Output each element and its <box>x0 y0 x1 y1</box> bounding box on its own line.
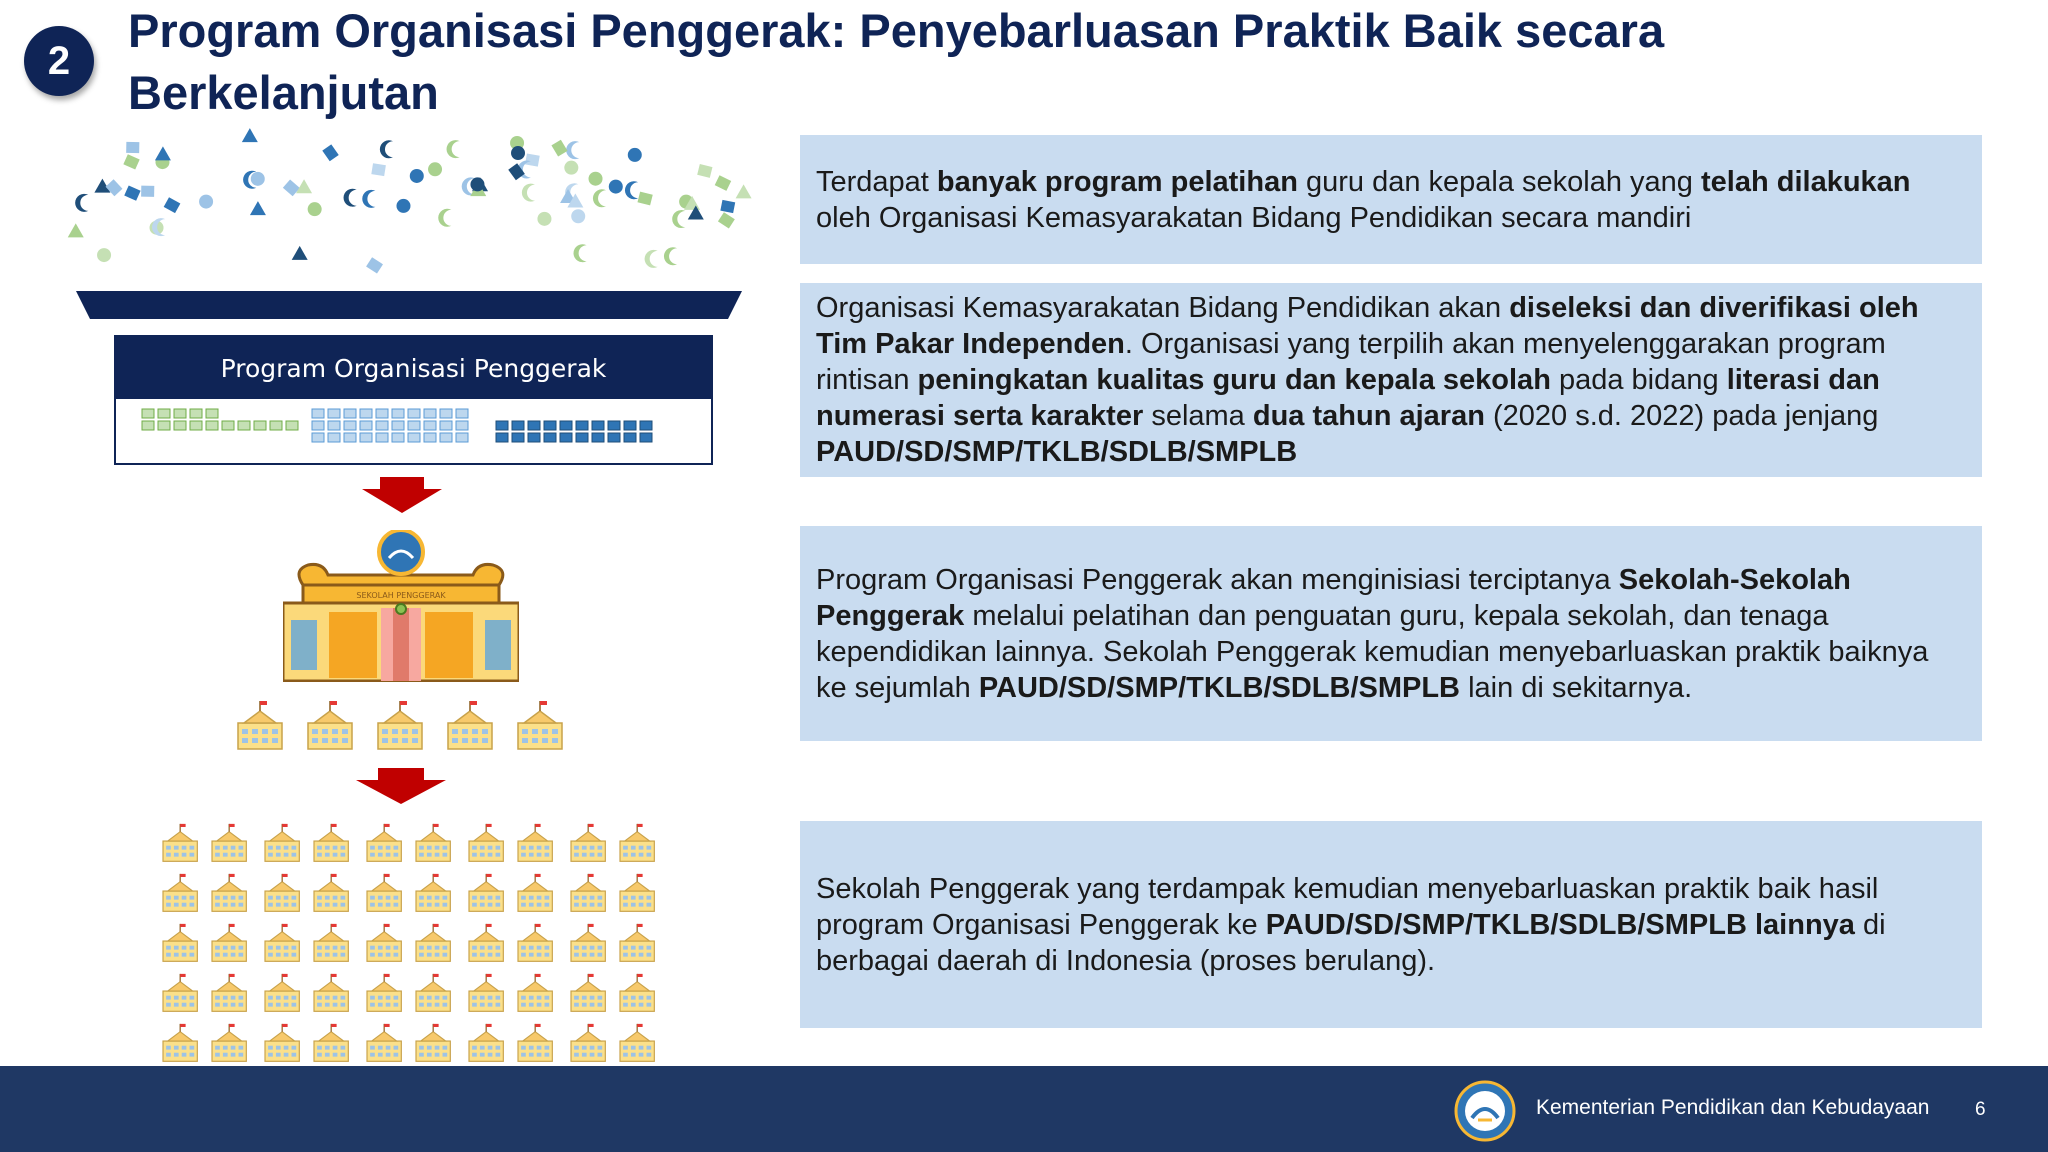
small-school-icon <box>212 824 246 861</box>
confetti-shape <box>308 202 322 216</box>
participant-block <box>456 409 468 418</box>
info-text-segment: oleh Organisasi Kemasyarakatan Bidang Pendidikan secara mandiri <box>816 201 1692 234</box>
participant-block <box>408 421 420 430</box>
participant-block <box>640 421 652 430</box>
info-text-3 <box>816 562 1962 706</box>
small-school-icon <box>518 1024 552 1061</box>
participant-block <box>312 421 324 430</box>
info-text-segment: banyak program pelatihan <box>936 165 1298 198</box>
small-school-icon <box>265 824 299 861</box>
participant-block <box>512 433 524 442</box>
small-school-icon <box>163 924 197 961</box>
participant-block <box>286 421 298 430</box>
confetti-shape <box>75 194 88 212</box>
confetti-shape <box>637 192 652 206</box>
info-text-segment: . Organisasi yang terpilih akan menyelenggarakan program rintisan <box>816 328 1886 396</box>
participant-block <box>254 421 266 430</box>
participant-block <box>424 421 436 430</box>
participant-block <box>576 433 588 442</box>
participant-block <box>624 421 636 430</box>
participant-block <box>528 433 540 442</box>
confetti-shape <box>362 190 375 208</box>
small-school-icon <box>518 874 552 911</box>
info-text-segment: Program Organisasi Penggerak akan menginisiasi terciptanya <box>816 563 1619 596</box>
confetti-shape <box>645 250 658 268</box>
participant-block <box>496 421 508 430</box>
participant-block <box>190 409 202 418</box>
info-text-segment: PAUD/SD/SMP/TKLB/SDLB/SMPLB lainnya <box>1265 908 1855 941</box>
participant-block <box>392 409 404 418</box>
participant-block <box>408 433 420 442</box>
confetti-shape <box>470 177 484 191</box>
participant-block <box>344 421 356 430</box>
ministry-name: Kementerian Pendidikan dan Kebudayaan <box>1536 1096 1930 1119</box>
confetti-shape <box>664 247 677 265</box>
small-school-icon <box>163 874 197 911</box>
small-school-icon <box>367 1024 401 1061</box>
small-school-icon <box>163 824 197 861</box>
info-text-segment: literasi dan numerasi serta karakter <box>816 364 1880 432</box>
confetti-shape <box>566 141 579 159</box>
pop-program-label: Program Organisasi Penggerak <box>116 337 711 399</box>
confetti-shape <box>250 201 266 215</box>
small-school-icon <box>314 1024 348 1061</box>
confetti-shape <box>571 209 585 223</box>
info-box-2 <box>800 283 1982 477</box>
participant-block <box>328 421 340 430</box>
participant-block <box>328 409 340 418</box>
participant-block <box>360 421 372 430</box>
confetti-shape <box>625 181 638 199</box>
confetti-shape <box>97 248 111 262</box>
confetti-shape <box>141 186 154 197</box>
info-text-2 <box>816 290 1962 470</box>
confetti-shape <box>123 154 139 169</box>
confetti-shape <box>551 140 567 157</box>
confetti-shape <box>68 223 84 237</box>
participant-block <box>344 433 356 442</box>
confetti-shape <box>106 179 123 196</box>
info-box-4 <box>800 821 1982 1028</box>
confetti-shape <box>251 172 265 186</box>
participant-block <box>376 409 388 418</box>
small-school-icon <box>469 1024 503 1061</box>
slide-number-badge <box>24 26 94 96</box>
confetti-shape <box>697 164 712 178</box>
small-school-icon <box>416 824 450 861</box>
info-text-segment: peningkatan kualitas guru dan kepala sekolah <box>917 364 1551 396</box>
confetti-shape <box>410 169 424 183</box>
info-text-segment: guru dan kepala sekolah yang <box>1297 165 1701 198</box>
info-text-segment: Terdapat <box>816 165 937 198</box>
participant-block <box>544 433 556 442</box>
confetti-shape <box>715 175 732 191</box>
small-school-icon <box>416 924 450 961</box>
small-school-icon <box>314 924 348 961</box>
small-school-icon <box>367 874 401 911</box>
participant-block <box>640 433 652 442</box>
small-school-icon <box>265 974 299 1011</box>
small-school-icon <box>212 1024 246 1061</box>
confetti-shape <box>438 209 451 227</box>
participant-block <box>142 421 154 430</box>
confetti-shape <box>242 128 258 142</box>
participant-block <box>222 421 234 430</box>
participant-blocks-icon <box>116 399 706 459</box>
confetti-shape <box>736 184 752 198</box>
process-diagram <box>60 125 760 1070</box>
info-text-segment: Organisasi Kemasyarakatan Bidang Pendidikan akan <box>816 292 1510 324</box>
info-box-1 <box>800 135 1982 264</box>
info-text-segment: Sekolah Penggerak yang terdampak kemudian menyebarluaskan praktik baik hasil program Organisasi Penggerak ke <box>816 872 1879 941</box>
small-school-icon <box>469 874 503 911</box>
participant-block <box>158 421 170 430</box>
small-school-icon <box>367 824 401 861</box>
small-school-icon <box>518 824 552 861</box>
participant-block <box>174 421 186 430</box>
participant-block <box>512 421 524 430</box>
participant-block <box>456 421 468 430</box>
small-school-icon <box>314 974 348 1011</box>
confetti-shape <box>672 210 685 228</box>
participant-block <box>456 433 468 442</box>
info-text-segment: diseleksi dan diverifikasi oleh Tim Pakar Independen <box>816 292 1919 360</box>
small-school-icon <box>265 924 299 961</box>
small-school-icon <box>416 874 450 911</box>
down-arrow-icon <box>356 768 446 806</box>
confetti-shape <box>428 162 442 176</box>
confetti-shape <box>155 146 171 160</box>
confetti-shape <box>589 172 603 186</box>
confetti-shape <box>718 212 735 228</box>
participant-block <box>158 409 170 418</box>
info-box-3 <box>800 526 1982 741</box>
participant-block <box>360 409 372 418</box>
participant-block <box>142 409 154 418</box>
participant-block <box>608 433 620 442</box>
participant-block <box>206 409 218 418</box>
confetti-shape <box>292 246 308 260</box>
participant-block <box>344 409 356 418</box>
confetti-shape <box>126 142 139 153</box>
down-arrow-icon <box>362 477 442 515</box>
participant-block <box>206 421 218 430</box>
info-text-segment: PAUD/SD/SMP/TKLB/SDLB/SMPLB <box>978 671 1461 704</box>
small-school-icon <box>308 701 352 749</box>
confetti-shape <box>537 212 551 226</box>
participant-block <box>238 421 250 430</box>
info-text-4 <box>816 871 1962 979</box>
sekolah-penggerak-row <box>232 695 632 751</box>
small-school-icon <box>416 1024 450 1061</box>
participant-block <box>624 433 636 442</box>
confetti-shape <box>380 140 393 158</box>
small-school-icon <box>367 924 401 961</box>
small-school-icon <box>212 974 246 1011</box>
small-school-icon <box>518 974 552 1011</box>
confetti-shape <box>447 140 460 158</box>
participant-block <box>592 421 604 430</box>
participant-block <box>440 433 452 442</box>
info-text-segment: telah dilakukan <box>1701 165 1911 198</box>
info-text-segment: (2020 s.d. 2022) pada jenjang <box>1484 400 1879 432</box>
small-school-icon <box>469 974 503 1011</box>
participant-block <box>392 433 404 442</box>
small-school-icon <box>571 874 605 911</box>
small-school-icon <box>163 974 197 1011</box>
small-school-icon <box>378 701 422 749</box>
small-school-icon <box>620 824 654 861</box>
info-text-1 <box>816 164 1962 236</box>
confetti-shape <box>525 154 540 167</box>
participant-block <box>376 433 388 442</box>
participant-block <box>376 421 388 430</box>
confetti-shape <box>720 200 735 213</box>
info-text-segment: di berbagai daerah di Indonesia (proses berulang). <box>816 908 1886 977</box>
participant-block <box>392 421 404 430</box>
small-school-icon <box>571 1024 605 1061</box>
slide-title: Program Organisasi Penggerak: Penyebarluasan Praktik Baik secara Berkelanjutan <box>128 4 1665 119</box>
confetti-shape <box>199 195 213 209</box>
confetti-shape <box>564 161 578 175</box>
participant-block <box>528 421 540 430</box>
confetti-shape <box>511 146 525 160</box>
school-sign-text: SEKOLAH PENGGERAK <box>356 591 446 600</box>
confetti-shape <box>366 257 383 273</box>
footer-bar <box>0 1066 2048 1152</box>
confetti-shape <box>396 199 410 213</box>
small-school-icon <box>238 701 282 749</box>
small-school-icon <box>571 824 605 861</box>
participant-block <box>328 433 340 442</box>
small-school-icon <box>571 924 605 961</box>
small-school-icon <box>212 924 246 961</box>
small-school-icon <box>469 924 503 961</box>
pop-program-box <box>114 335 713 465</box>
confetti-shape <box>628 148 642 162</box>
participant-block <box>312 433 324 442</box>
info-text-segment: selama <box>1143 400 1253 432</box>
participant-block <box>424 409 436 418</box>
confetti-shape <box>344 189 357 207</box>
confetti-shape <box>371 163 386 176</box>
participant-block <box>576 421 588 430</box>
participant-block <box>174 409 186 418</box>
small-school-icon <box>367 974 401 1011</box>
participant-block <box>496 433 508 442</box>
small-school-icon <box>571 974 605 1011</box>
participant-block <box>190 421 202 430</box>
confetti-shape <box>124 185 140 200</box>
funnel-icon <box>76 291 746 321</box>
small-school-icon <box>314 824 348 861</box>
info-text-segment: melalui pelatihan dan penguatan guru, kepala sekolah, dan tenaga kependidikan lainnya. Sekolah Penggerak kemudian menyebarluaskan praktik baiknya ke sejumlah <box>816 599 1929 704</box>
small-school-icon <box>518 924 552 961</box>
info-text-segment: PAUD/SD/SMP/TKLB/SDLB/SMPLB <box>816 436 1298 468</box>
small-school-icon <box>265 1024 299 1061</box>
small-school-icon <box>620 874 654 911</box>
confetti-shape <box>609 180 623 194</box>
page-number: 6 <box>1975 1099 1986 1120</box>
participant-block <box>544 421 556 430</box>
small-school-icon <box>163 1024 197 1061</box>
info-text-segment: Sekolah-Sekolah Penggerak <box>816 563 1851 632</box>
confetti-shape <box>164 197 181 213</box>
slide-number: 2 <box>47 38 71 83</box>
participant-block <box>312 409 324 418</box>
tut-wuri-handayani-logo <box>1454 1080 1516 1142</box>
info-text-segment: dua tahun ajaran <box>1252 400 1485 432</box>
impacted-schools-grid <box>155 815 735 1070</box>
participant-block <box>270 421 282 430</box>
participant-block <box>424 433 436 442</box>
confetti-shape <box>283 179 300 196</box>
participant-block <box>440 421 452 430</box>
participant-block <box>408 409 420 418</box>
small-school-icon <box>212 874 246 911</box>
small-school-icon <box>416 974 450 1011</box>
small-school-icon <box>314 874 348 911</box>
confetti-shape <box>322 144 338 161</box>
small-school-icon <box>620 974 654 1011</box>
small-school-icon <box>620 1024 654 1061</box>
small-school-icon <box>448 701 492 749</box>
participant-block <box>560 421 572 430</box>
school-building-icon <box>283 530 519 682</box>
confetti-shape <box>593 189 606 207</box>
info-text-segment: pada bidang <box>1550 364 1727 396</box>
small-school-icon <box>265 874 299 911</box>
small-school-icon <box>620 924 654 961</box>
confetti-shapes-icon <box>60 125 760 275</box>
participant-block <box>608 421 620 430</box>
small-school-icon <box>469 824 503 861</box>
participant-block <box>592 433 604 442</box>
confetti-shape <box>296 179 312 193</box>
confetti-shape <box>522 184 535 202</box>
participant-block <box>360 433 372 442</box>
small-school-icon <box>518 701 562 749</box>
participant-block <box>440 409 452 418</box>
confetti-shape <box>574 244 587 262</box>
participant-block <box>560 433 572 442</box>
info-text-segment: lain di sekitarnya. <box>1460 671 1693 704</box>
